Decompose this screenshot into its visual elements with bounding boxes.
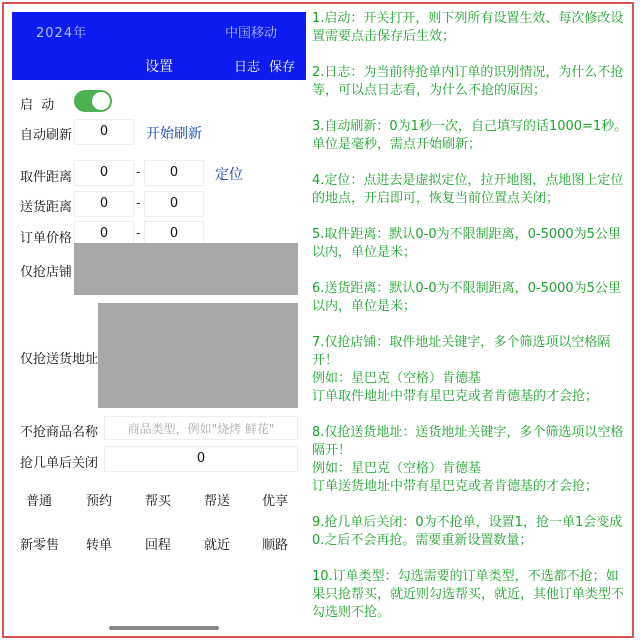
pickup-dash: -	[136, 165, 141, 180]
instruction-note: 10.订单类型：勾选需要的订单类型，不选都不抢；如果只抢帮买，就近则勾选帮买，就近，其他订单类型不勾选则不抢。	[312, 569, 625, 620]
price-dash: -	[136, 226, 141, 241]
order-type-option[interactable]: 预约	[86, 494, 113, 509]
log-button[interactable]: 日志	[234, 60, 261, 75]
order-type-option[interactable]: 回程	[145, 538, 172, 553]
order-type-option[interactable]: 帮送	[204, 494, 231, 509]
start-toggle[interactable]	[74, 90, 112, 112]
delivery-dash: -	[136, 196, 141, 211]
only-shop-input[interactable]	[74, 243, 298, 295]
only-address-input[interactable]	[98, 303, 298, 408]
instruction-note: 1.启动：开关打开，则下列所有设置生效、每次修改设置需要点击保存后生效；	[312, 11, 624, 44]
auto-refresh-input[interactable]: 0	[74, 119, 134, 145]
order-type-option[interactable]: 顺路	[262, 538, 289, 553]
order-type-option[interactable]: 帮买	[145, 494, 172, 509]
only-address-label: 仅抢送货地址	[20, 352, 99, 367]
instruction-note: 6.送货距离：默认0-0为不限制距离，0-5000为5公里以内，单位是米；	[312, 281, 621, 314]
order-type-option[interactable]: 转单	[86, 538, 113, 553]
start-refresh-button[interactable]: 开始刷新	[146, 126, 202, 142]
only-shop-label: 仅抢店铺	[20, 265, 73, 280]
home-indicator	[109, 626, 219, 630]
top-bar	[12, 12, 306, 80]
order-type-option[interactable]: 优享	[262, 494, 289, 509]
delivery-min-input[interactable]: 0	[74, 191, 134, 217]
stop-after-label: 抢几单后关闭	[20, 456, 99, 471]
start-label: 启 动	[20, 98, 55, 113]
status-date: 2024年	[36, 26, 88, 41]
order-type-option[interactable]: 新零售	[20, 538, 60, 553]
instruction-note: 9.抢几单后关闭：0为不抢单，设置1，抢一单1会变成0.之后不会再抢。需要重新设置数量；	[312, 515, 623, 548]
instruction-note: 2.日志：为当前待抢单内订单的识别情况，为什么不抢等，可以点日志看，为什么不抢的原因；	[312, 65, 624, 98]
pickup-max-input[interactable]: 0	[144, 160, 204, 186]
instruction-note: 7.仅抢店铺：取件地址关键字，多个筛选项以空格隔开！ 例如：星巴克（空格）肯德基 订单取件地址中带有星巴克或者肯德基的才会抢；	[312, 335, 611, 404]
instructions-panel	[312, 10, 630, 640]
page-title: 设置	[145, 59, 173, 75]
delivery-max-input[interactable]: 0	[144, 191, 204, 217]
pickup-min-input[interactable]: 0	[74, 160, 134, 186]
delivery-distance-label: 送货距离	[20, 200, 73, 215]
auto-refresh-label: 自动刷新	[20, 128, 73, 143]
instruction-note: 4.定位：点进去是虚拟定位，拉开地图，点地图上定位的地点，开启即可，恢复当前位置点关闭；	[312, 173, 624, 206]
phone-screen	[12, 12, 306, 630]
order-type-option[interactable]: 普通	[26, 494, 53, 509]
exclude-goods-input[interactable]	[104, 416, 298, 440]
exclude-goods-label: 不抢商品名称	[20, 425, 99, 440]
pickup-distance-label: 取件距离	[20, 170, 73, 185]
instruction-note: 3.自动刷新：0为1秒一次，自己填写的话1000=1秒。单位是毫秒，需点开始刷新；	[312, 119, 628, 152]
status-carrier: 中国移动	[225, 26, 278, 41]
order-type-option[interactable]: 就近	[204, 538, 231, 553]
order-price-label: 订单价格	[20, 231, 73, 246]
instruction-note: 8.仅抢送货地址：送货地址关键字，多个筛选项以空格隔开！ 例如：星巴克（空格）肯德基 订单送货地址中带有星巴克或者肯德基的才会抢；	[312, 425, 624, 494]
instruction-note: 5.取件距离：默认0-0为不限制距离，0-5000为5公里以内，单位是米；	[312, 227, 621, 260]
price-min-input[interactable]: 0	[74, 221, 134, 247]
exclude-goods-placeholder: 商品类型，例如"烧烤 鲜花"	[127, 422, 275, 436]
toggle-knob	[92, 92, 110, 110]
stop-after-input[interactable]: 0	[104, 446, 298, 472]
locate-button[interactable]: 定位	[215, 167, 243, 183]
save-button[interactable]: 保存	[269, 60, 296, 75]
price-max-input[interactable]: 0	[144, 221, 204, 247]
